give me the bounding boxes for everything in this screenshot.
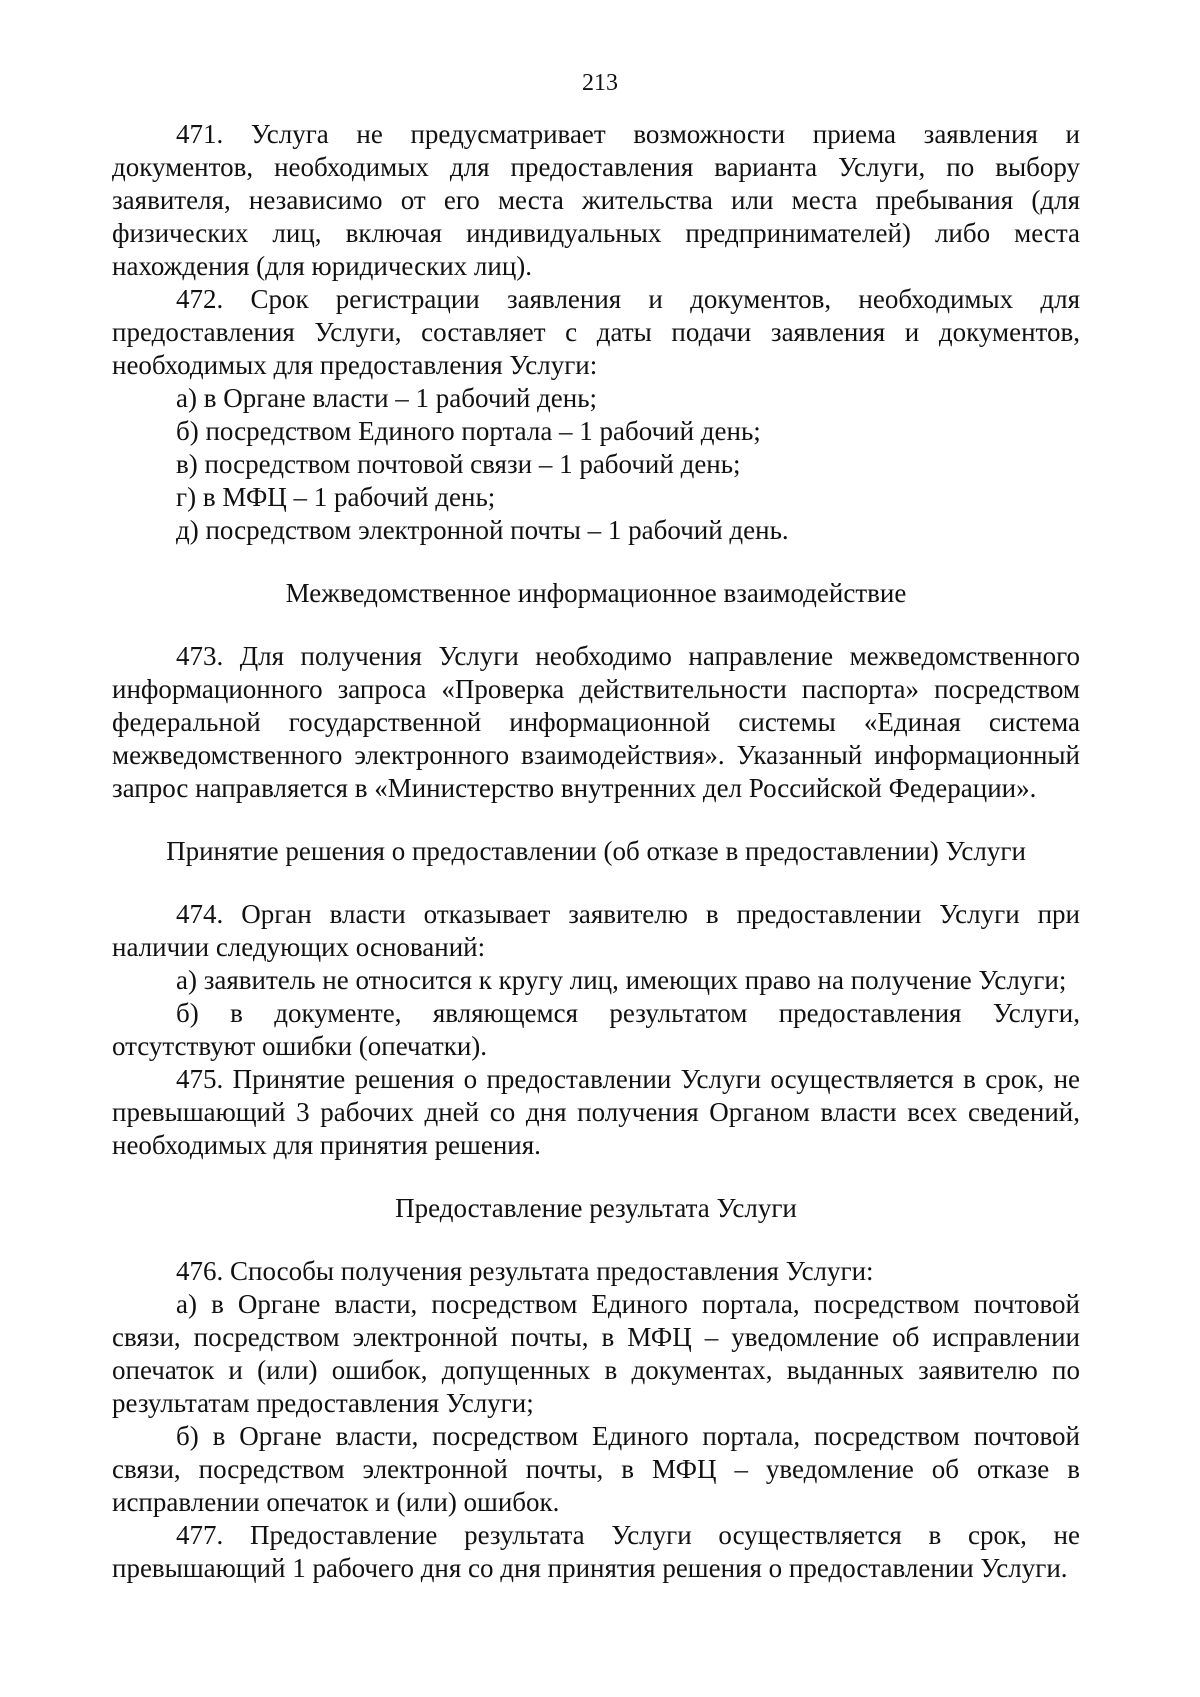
paragraph-474: 474. Орган власти отказывает заявителю в предоставлении Услуги при наличии следующих оснований: — [112, 899, 1080, 962]
list-item-476a: а) в Органе власти, посредством Единого портала, посредством почтовой связи, посредством электронной почты, в МФЦ – уведомление об исправлении опечаток и (или) ошибок, допущенных в документах, выданных заявителю по результатам предоставления Услуги; — [112, 1289, 1080, 1418]
paragraph-475: 475. Принятие решения о предоставлении Услуги осуществляется в срок, не превышающий 3 рабочих дней со дня получения Органом власти всех сведений, необходимых для принятия решения. — [112, 1064, 1080, 1160]
list-item-472d: д) посредством электронной почты – 1 рабочий день. — [176, 515, 789, 545]
section-heading-result: Предоставление результата Услуги — [395, 1193, 797, 1223]
list-item-474b: б) в документе, являющемся результатом предоставления Услуги, отсутствуют ошибки (опечатки). — [112, 998, 1080, 1061]
paragraph-471: 471. Услуга не предусматривает возможности приема заявления и документов, необходимых для предоставления варианта Услуги, по выбору заявителя, независимо от его места жительства или места пребывания (для физических лиц, включая индивидуальных предпринимателей) либо места нахождения (для юридических лиц). — [112, 119, 1080, 281]
document-body — [112, 118, 1080, 1585]
paragraph-473: 473. Для получения Услуги необходимо направление межведомственного информационного запроса «Проверка действительности паспорта» посредством федеральной государственной информационной системы «Единая система межведомственного электронного взаимодействия». Указанный информационный запрос направляется в «Министерство внутренних дел Российской Федерации». — [112, 641, 1080, 803]
paragraph-476: 476. Способы получения результата предоставления Услуги: — [176, 1256, 874, 1286]
section-heading-interagency: Межведомственное информационное взаимодействие — [285, 578, 907, 608]
list-item-474a: а) заявитель не относится к кругу лиц, имеющих право на получение Услуги; — [176, 965, 1067, 995]
list-item-472b: б) посредством Единого портала – 1 рабочий день; — [176, 416, 761, 446]
list-item-472g: г) в МФЦ – 1 рабочий день; — [176, 482, 496, 512]
list-item-472a: а) в Органе власти – 1 рабочий день; — [176, 383, 598, 413]
page-number: 213 — [582, 70, 618, 96]
paragraph-477: 477. Предоставление результата Услуги осуществляется в срок, не превышающий 1 рабочего дня со дня принятия решения о предоставлении Услуги. — [112, 1520, 1080, 1583]
paragraph-472: 472. Срок регистрации заявления и документов, необходимых для предоставления Услуги, составляет с даты подачи заявления и документов, необходимых для предоставления Услуги: — [112, 284, 1080, 380]
list-item-472v: в) посредством почтовой связи – 1 рабочий день; — [176, 449, 741, 479]
list-item-476b: б) в Органе власти, посредством Единого портала, посредством почтовой связи, посредством электронной почты, в МФЦ – уведомление об отказе в исправлении опечаток и (или) ошибок. — [112, 1421, 1080, 1517]
section-heading-decision: Принятие решения о предоставлении (об отказе в предоставлении) Услуги — [166, 836, 1026, 866]
